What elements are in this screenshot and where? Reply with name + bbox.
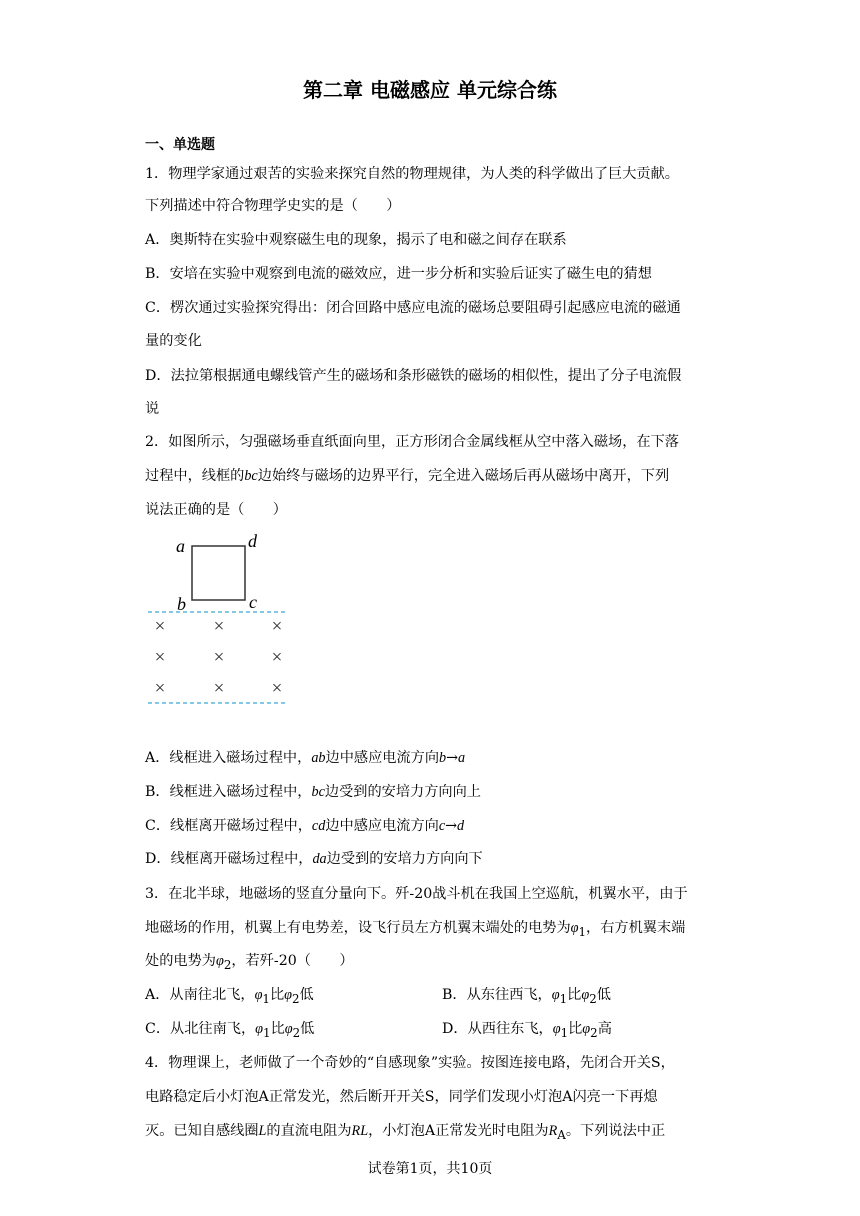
q2-figure <box>140 528 300 708</box>
q1-option-c-line2: 量的变化 <box>145 333 202 349</box>
q1-option-d-line2: 说 <box>145 401 160 417</box>
q4-stem-line3: 灭。已知自感线圈L的直流电阻为RL，小灯泡A正常发光时电阻为$R_A$。下列说法中正 <box>145 1123 666 1142</box>
label-d: d <box>248 531 257 551</box>
q1-option-d-line1: D．法拉第根据通电螺线管产生的磁场和条形磁铁的磁场的相似性，提出了分子电流假 <box>145 368 682 384</box>
section-heading: 一、单选题 <box>145 137 215 153</box>
field-cross: × <box>213 678 225 699</box>
q3-option-c: C．从北往南飞，$\varphi_1$比$\varphi_2$低 <box>145 1021 315 1040</box>
q1-option-b: B．安培在实验中观察到电流的磁效应，进一步分析和实验后证实了磁生电的猜想 <box>145 266 652 282</box>
field-cross: × <box>271 678 283 699</box>
q2-option-c: C．线框离开磁场过程中，cd边中感应电流方向c→d <box>145 818 465 834</box>
field-cross: × <box>154 678 166 699</box>
q2-option-a: A．线框进入磁场过程中，ab边中感应电流方向b→a <box>145 750 466 766</box>
q2-option-b: B．线框进入磁场过程中，bc边受到的安培力方向向上 <box>145 784 481 800</box>
field-cross: × <box>271 647 283 668</box>
label-b: b <box>177 594 186 614</box>
label-c: c <box>249 592 257 612</box>
field-cross: × <box>154 647 166 668</box>
q4-stem-line1: 4．物理课上，老师做了一个奇妙的“自感现象”实验。按图连接电路，先闭合开关S， <box>145 1055 675 1071</box>
q1-option-a: A．奥斯特在实验中观察磁生电的现象，揭示了电和磁之间存在联系 <box>145 232 567 248</box>
field-cross: × <box>154 616 166 637</box>
page-title: 第二章 电磁感应 单元综合练 <box>303 78 557 102</box>
q3-option-a: A．从南往北飞，$\varphi_1$比$\varphi_2$低 <box>145 987 314 1006</box>
label-a: a <box>176 536 185 556</box>
page-footer: 试卷第1页，共10页 <box>367 1161 493 1177</box>
q3-stem-line2: 地磁场的作用，机翼上有电势差，设飞行员左方机翼末端处的电势为$\varphi_1$，右方机翼末端 <box>145 920 686 939</box>
q2-stem-line2: 过程中，线框的bc边始终与磁场的边界平行，完全进入磁场后再从磁场中离开，下列 <box>145 468 670 484</box>
q2-option-d: D．线框离开磁场过程中，da边受到的安培力方向向下 <box>145 851 483 867</box>
q3-stem-line1: 3．在北半球，地磁场的竖直分量向下。歼-20战斗机在我国上空巡航，机翼水平，由于 <box>145 886 688 902</box>
q2-stem-line1: 2．如图所示，匀强磁场垂直纸面向里，正方形闭合金属线框从空中落入磁场，在下落 <box>145 434 679 450</box>
field-cross: × <box>213 647 225 668</box>
q1-option-c-line1: C．楞次通过实验探究得出：闭合回路中感应电流的磁场总要阻碍引起感应电流的磁通 <box>145 300 681 316</box>
square-frame <box>192 546 245 600</box>
q3-option-d: D．从西往东飞，$\varphi_1$比$\varphi_2$高 <box>442 1021 612 1040</box>
field-cross: × <box>271 616 283 637</box>
q1-stem-line2: 下列描述中符合物理学史实的是（ ） <box>145 198 401 214</box>
field-cross: × <box>213 616 225 637</box>
q2-stem-line3: 说法正确的是（ ） <box>145 502 287 518</box>
q3-option-b: B．从东往西飞，$\varphi_1$比$\varphi_2$低 <box>442 987 611 1006</box>
q3-stem-line3: 处的电势为$\varphi_2$，若歼-20（ ） <box>145 953 354 972</box>
q4-stem-line2: 电路稳定后小灯泡A正常发光，然后断开开关S，同学们发现小灯泡A闪亮一下再熄 <box>145 1089 658 1105</box>
q1-stem-line1: 1．物理学家通过艰苦的实验来探究自然的物理规律，为人类的科学做出了巨大贡献。 <box>145 166 679 182</box>
